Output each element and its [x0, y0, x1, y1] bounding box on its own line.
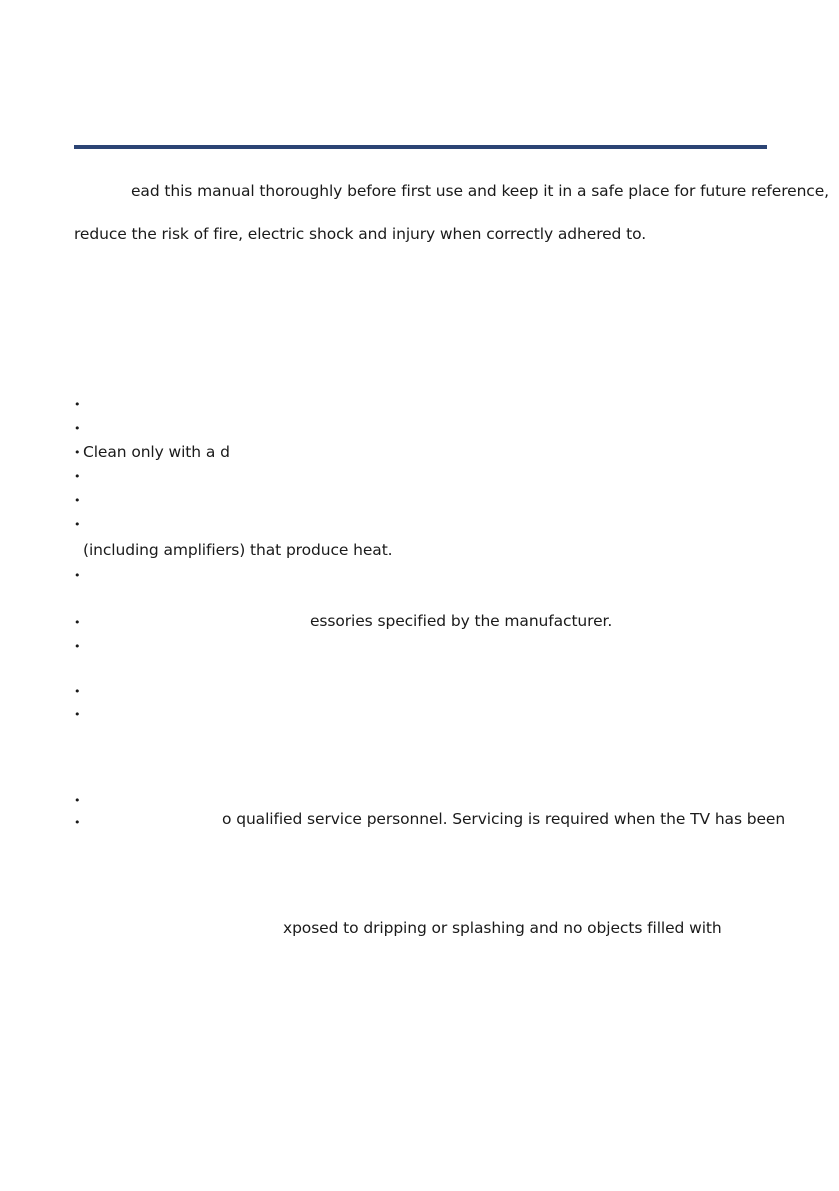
bullet-marker-1: • [74, 398, 81, 411]
bullet-marker-8: • [74, 616, 81, 629]
intro-line-1: ead this manual thoroughly before first use and keep it in a safe place for future reference, [131, 182, 829, 200]
bullet-marker-10: • [74, 685, 81, 698]
fragment-dripping: xposed to dripping or splashing and no objects filled with [283, 919, 722, 937]
bullet-marker-11: • [74, 708, 81, 721]
bullet-text-accessories: essories specified by the manufacturer. [310, 612, 613, 630]
bullet-marker-9: • [74, 640, 81, 653]
bullet-marker-12: • [74, 794, 81, 807]
bullet-text-clean: Clean only with a d [83, 443, 230, 461]
bullet-marker-2: • [74, 422, 81, 435]
bullet-text-heat: (including amplifiers) that produce heat. [83, 541, 393, 559]
bullet-marker-13: • [74, 816, 81, 829]
bullet-marker-7: • [74, 569, 81, 582]
bullet-marker-5: • [74, 494, 81, 507]
bullet-marker-4: • [74, 470, 81, 483]
intro-line-2: reduce the risk of fire, electric shock and injury when correctly adhered to. [74, 225, 647, 243]
header-divider-rule [74, 145, 767, 149]
bullet-text-service: o qualified service personnel. Servicing is required when the TV has been [222, 810, 786, 828]
bullet-marker-6: • [74, 518, 81, 531]
bullet-marker-3: • [74, 446, 81, 459]
